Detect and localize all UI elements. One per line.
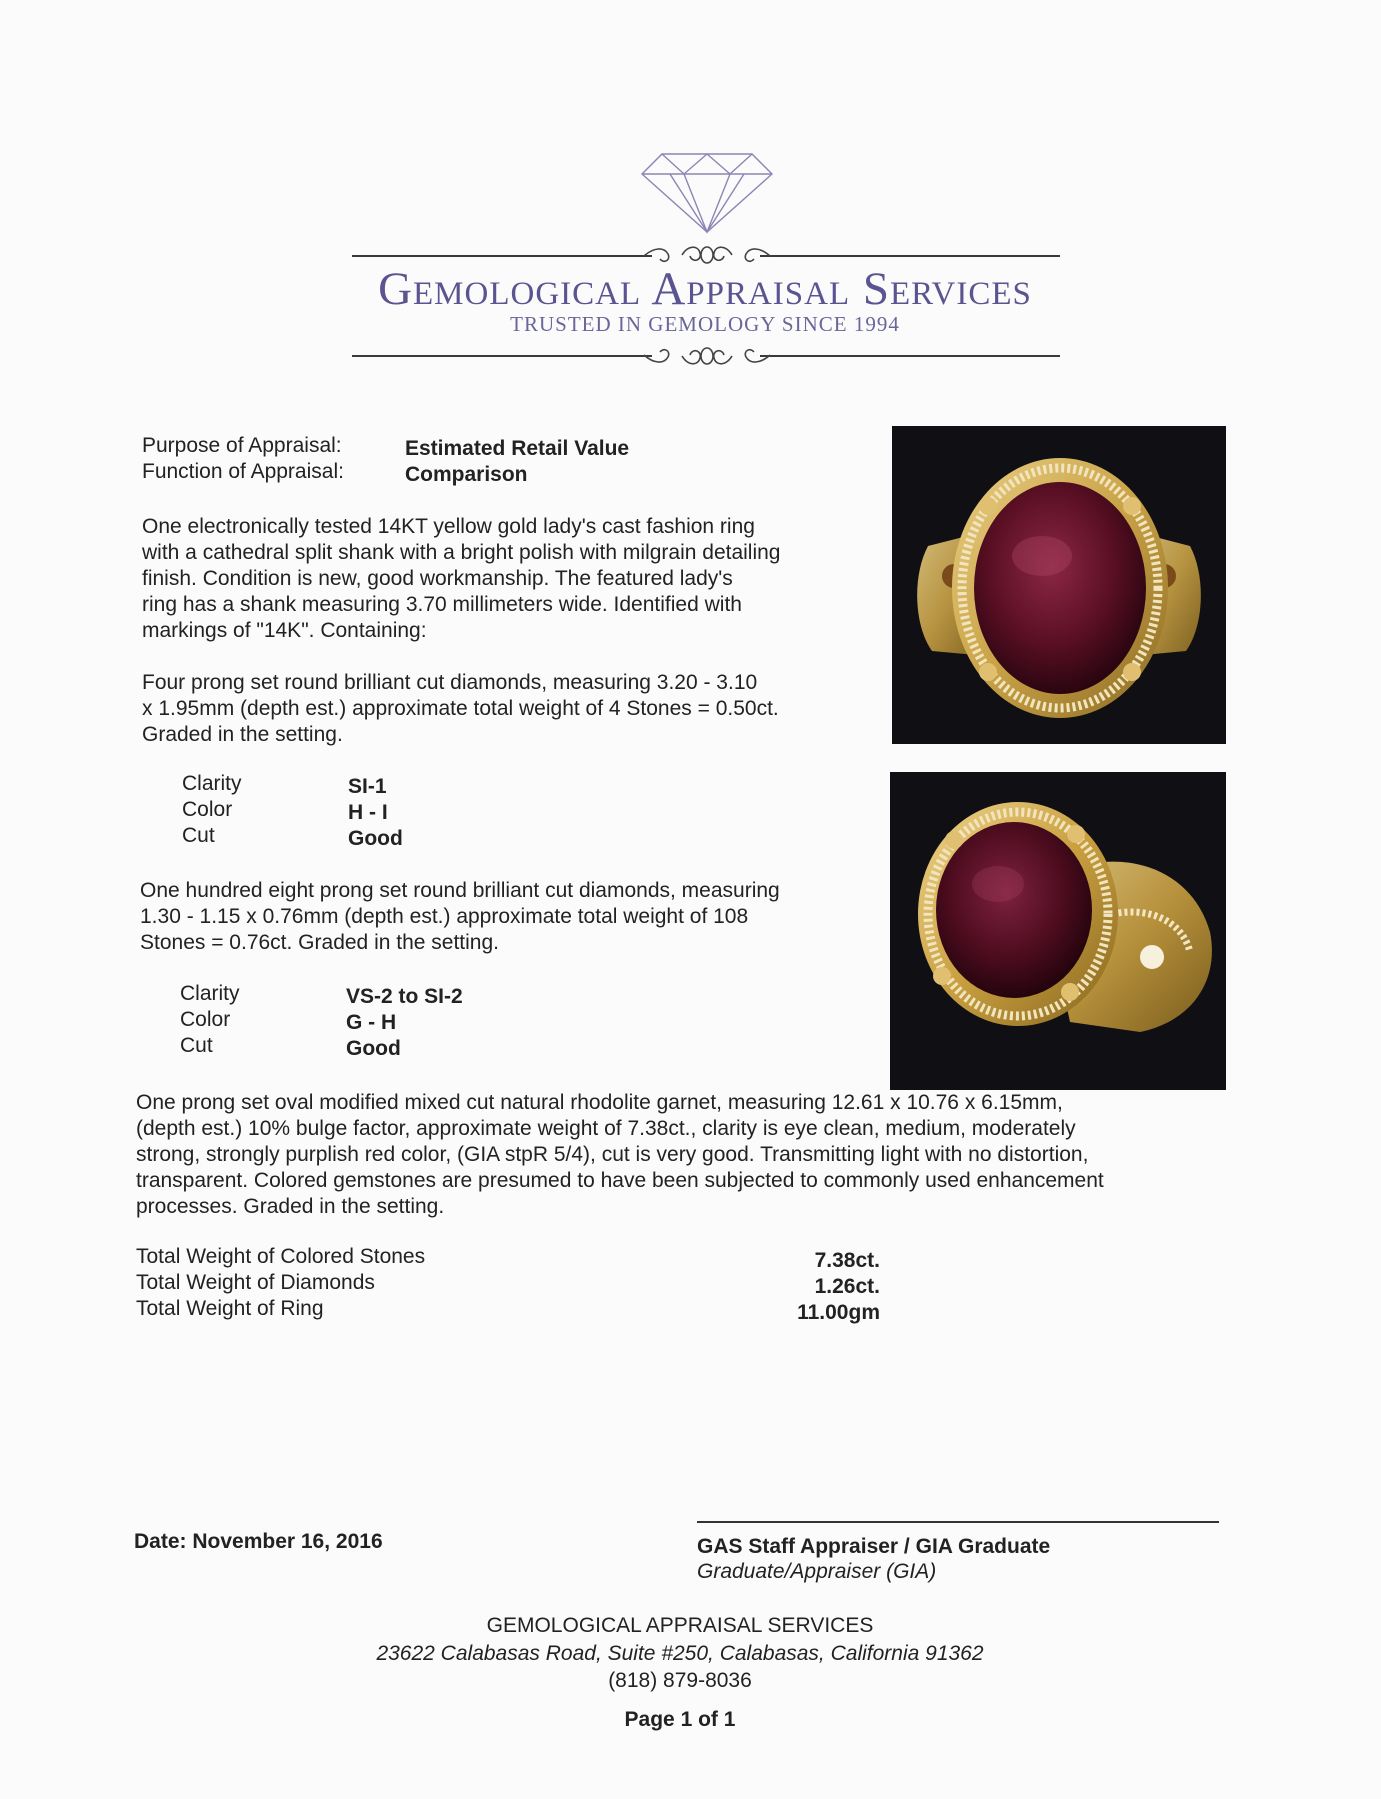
gemstone-line: transparent. Colored gemstones are presumed to have been subjected to commonly used enhancement (136, 1169, 1104, 1192)
grade-label-clarity: Clarity (180, 982, 240, 1005)
grade-label-color: Color (182, 798, 233, 821)
company-tagline: TRUSTED IN GEMOLOGY SINCE 1994 (510, 312, 900, 336)
diamonds-1-line: x 1.95mm (depth est.) approximate total weight of 4 Stones = 0.50ct. (142, 697, 779, 720)
diamonds-2-line: Stones = 0.76ct. Graded in the setting. (140, 931, 499, 954)
ring-photo-angled-view (890, 772, 1226, 1090)
grade-value-color: G - H (346, 1011, 397, 1034)
signature-line (697, 1521, 1219, 1523)
ring-photo-top-view (892, 426, 1226, 744)
grade-value-cut: Good (346, 1037, 401, 1060)
description-line: markings of "14K". Containing: (142, 619, 427, 642)
logo-rule-bottom-right (760, 355, 1060, 357)
total-colored-stones-value: 7.38ct. (814, 1249, 880, 1272)
grade-value-clarity: VS-2 to SI-2 (346, 985, 463, 1008)
ring-top-view-icon (892, 426, 1226, 744)
grade-label-cut: Cut (180, 1034, 213, 1057)
gemstone-line: processes. Graded in the setting. (136, 1195, 445, 1218)
diamond-logo-icon (640, 148, 774, 234)
diamonds-group-1-text (142, 670, 882, 748)
purpose-label: Purpose of Appraisal: (142, 434, 342, 457)
ring-description (142, 514, 882, 644)
gemstone-description (136, 1090, 1246, 1220)
gemstone-line: (depth est.) 10% bulge factor, approximate weight of 7.38ct., clarity is eye clean, medium, moderately (136, 1117, 1076, 1140)
logo-rule-bottom-left (352, 355, 652, 357)
grade-value-color: H - I (348, 801, 388, 824)
purpose-value: Estimated Retail Value (405, 437, 630, 460)
description-line: One electronically tested 14KT yellow gold lady's cast fashion ring (142, 515, 755, 538)
appraiser-title: GAS Staff Appraiser / GIA Graduate (697, 1535, 1051, 1558)
function-label: Function of Appraisal: (142, 460, 344, 483)
grade-value-clarity: SI-1 (348, 775, 387, 798)
footer-phone: (818) 879-8036 (608, 1669, 752, 1692)
flourish-ornament-icon (642, 340, 772, 372)
footer-address: 23622 Calabasas Road, Suite #250, Calabasas, California 91362 (376, 1642, 984, 1665)
total-diamonds-value: 1.26ct. (814, 1275, 880, 1298)
description-line: ring has a shank measuring 3.70 millimeters wide. Identified with (142, 593, 742, 616)
grade-value-cut: Good (348, 827, 403, 850)
total-ring-label: Total Weight of Ring (136, 1297, 324, 1320)
total-ring-value: 11.00gm (797, 1301, 880, 1324)
ring-angled-view-icon (890, 772, 1226, 1090)
description-line: with a cathedral split shank with a bright polish with milgrain detailing (142, 541, 781, 564)
grade-label-cut: Cut (182, 824, 215, 847)
function-value: Comparison (405, 463, 528, 486)
total-colored-stones-label: Total Weight of Colored Stones (136, 1245, 426, 1268)
diamonds-group-2-text (140, 878, 880, 956)
total-diamonds-label: Total Weight of Diamonds (136, 1271, 375, 1294)
grade-label-clarity: Clarity (182, 772, 242, 795)
diamonds-1-line: Graded in the setting. (142, 723, 343, 746)
logo-rule-top-left (352, 255, 652, 257)
description-line: finish. Condition is new, good workmanship. The featured lady's (142, 567, 733, 590)
gemstone-line: One prong set oval modified mixed cut natural rhodolite garnet, measuring 12.61 x 10.76 x 6.15mm, (136, 1091, 1063, 1114)
appraiser-subtitle: Graduate/Appraiser (GIA) (697, 1560, 937, 1583)
diamonds-2-line: 1.30 - 1.15 x 0.76mm (depth est.) approximate total weight of 108 (140, 905, 749, 928)
diamonds-2-line: One hundred eight prong set round brilliant cut diamonds, measuring (140, 879, 780, 902)
footer-company: GEMOLOGICAL APPRAISAL SERVICES (486, 1614, 874, 1637)
logo-rule-top-right (760, 255, 1060, 257)
appraisal-date: Date: November 16, 2016 (134, 1530, 383, 1553)
grade-label-color: Color (180, 1008, 231, 1031)
gemstone-line: strong, strongly purplish red color, (GIA stpR 5/4), cut is very good. Transmitting light with no distortion, (136, 1143, 1089, 1166)
diamonds-1-line: Four prong set round brilliant cut diamonds, measuring 3.20 - 3.10 (142, 671, 758, 694)
page-number: Page 1 of 1 (624, 1708, 736, 1731)
company-logo-title: Gemological Appraisal Services (378, 263, 1032, 315)
